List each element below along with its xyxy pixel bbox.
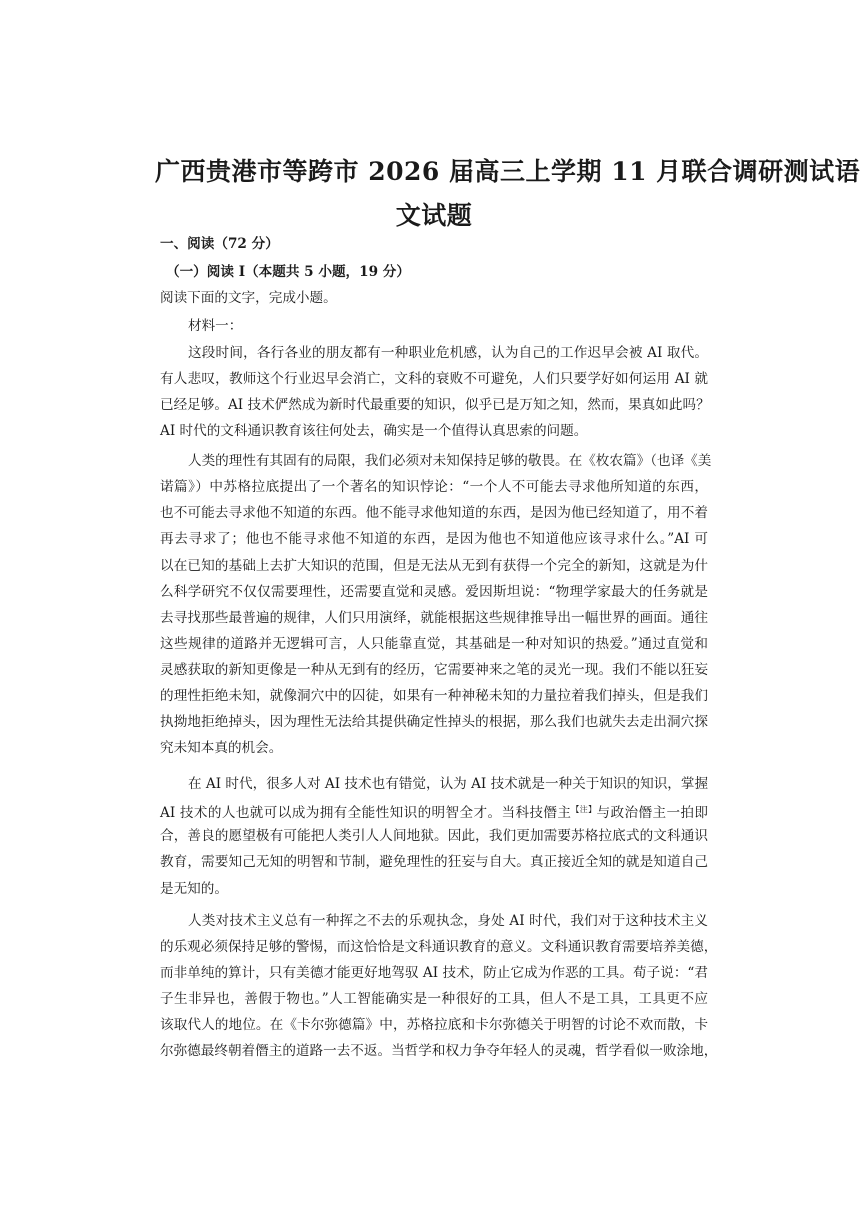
paragraph-line: 合，善良的愿望极有可能把人类引人人间地狱。因此，我们更加需要苏格拉底式的文科通识 [160,828,708,844]
paragraph-line: 诺篇》）中苏格拉底提出了一个著名的知识悖论：“一个人不可能去寻求他所知道的东西， [160,479,708,495]
paragraph-line: 是无知的。 [160,881,228,897]
paragraph-line-with-note [160,800,708,823]
instruction-text: 阅读下面的文字，完成小题。 [160,290,337,306]
paragraph-line: 已经足够。AI 技术俨然成为新时代最重要的知识，似乎已是万知之知，然而，果真如此吗？ [160,397,710,413]
paragraph-text: 与政治僭主一拍即 [596,805,709,821]
document-title-line-1: 广西贵港市等跨市 2026 届高三上学期 11 月联合调研测试语 [155,157,861,186]
paragraph-line: 这些规律的道路并无逻辑可言，人只能靠直觉，其基础是一种对知识的热爱。”通过直觉和 [160,636,708,652]
paragraph-line: 教育，需要知己无知的明智和节制，避免理性的狂妄与自大。真正接近全知的就是知道自己 [160,854,708,870]
paragraph-line: 究未知本真的机会。 [160,740,283,756]
paragraph-line: AI 时代的文科通识教育该往何处去，确实是一个值得认真思索的问题。 [160,423,588,439]
paragraph-line: 尔弥德最终朝着僭主的道路一去不返。当哲学和权力争夺年轻人的灵魂，哲学看似一败涂地， [160,1043,718,1059]
paragraph-line: 以在已知的基础上去扩大知识的范围，但是无法从无到有获得一个完全的新知，这就是为什 [160,558,708,574]
paragraph-line: 再去寻求了；他也不能寻求他不知道的东西，是因为他也不知道他应该寻求什么。”AI 可 [160,531,708,547]
paragraph-line: 该取代人的地位。在《卡尔弥德篇》中，苏格拉底和卡尔弥德关于明智的讨论不欢而散，卡 [160,1017,708,1033]
paragraph-line: 的理性拒绝未知，就像洞穴中的囚徒，如果有一种神秘未知的力量拉着我们掉头，但是我们 [160,688,708,704]
section-heading: 一、阅读（72 分） [160,236,279,252]
paragraph-line: 么科学研究不仅仅需要理性，还需要直觉和灵感。爱因斯坦说：“物理学家最大的任务就是 [160,584,708,600]
paragraph-line: 子生非异也，善假于物也。”人工智能确实是一种很好的工具，但人不是工具，工具更不应 [160,991,708,1007]
paragraph-line: 去寻找那些最普遍的规律，人们只用演绎，就能根据这些规律推导出一幅世界的画面。通往 [160,610,708,626]
paragraph-line: 有人悲叹，教师这个行业迟早会消亡，文科的衰败不可避免，人们只要学好如何运用 AI 就 [160,371,708,387]
paragraph-line: 人类对技术主义总有一种挥之不去的乐观执念，身处 AI 时代，我们对于这种技术主义 [188,913,708,929]
footnote-marker: 【注】 [571,805,597,814]
paragraph-line: 灵感获取的新知更像是一种从无到有的经历，它需要神来之笔的灵光一现。我们不能以狂妄 [160,662,708,678]
paragraph-text: AI 技术的人也就可以成为拥有全能性知识的明智全才。当科技僭主 [160,805,572,821]
paragraph-line: 人类的理性有其固有的局限，我们必须对未知保持足够的敬畏。在《枚农篇》（也译《美 [188,453,712,469]
paragraph-line: 执拗地拒绝掉头，因为理性无法给其提供确定性掉头的根据，那么我们也就失去走出洞穴探 [160,714,708,730]
paragraph-line: 这段时间，各行各业的朋友都有一种职业危机感，认为自己的工作迟早会被 AI 取代。 [188,345,708,361]
material-label: 材料一： [188,318,243,334]
document-title-line-2: 文试题 [395,201,473,230]
paragraph-line: 的乐观必须保持足够的警惕，而这恰恰是文科通识教育的意义。文科通识教育需要培养美德， [160,939,718,955]
paragraph-line: 而非单纯的算计，只有美德才能更好地驾驭 AI 技术，防止它成为作恶的工具。荀子说：“君 [160,965,708,981]
subsection-heading: （一）阅读 I（本题共 5 小题，19 分） [166,264,410,280]
paragraph-line: 也不可能去寻求他不知道的东西。他不能寻求他知道的东西，是因为他已经知道了，用不着 [160,505,708,521]
paragraph-line: 在 AI 时代，很多人对 AI 技术也有错觉，认为 AI 技术就是一种关于知识的知识，掌握 [188,776,709,792]
